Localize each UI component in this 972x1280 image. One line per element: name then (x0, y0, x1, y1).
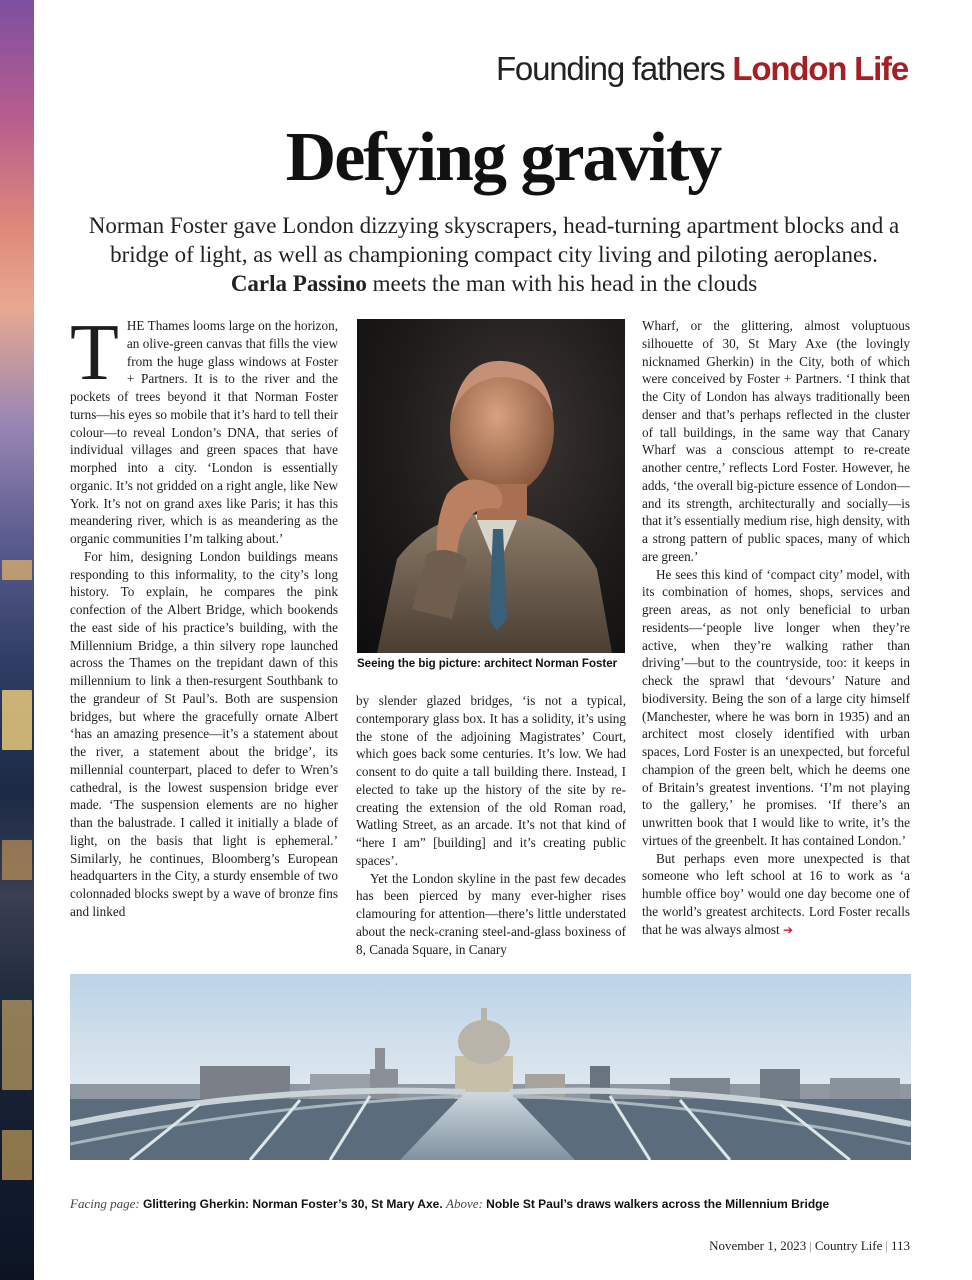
millennium-bridge-photo (70, 974, 911, 1160)
standfirst-text: Norman Foster gave London dizzying skyscrapers, head-turning apartment blocks and a bridge of light, as well as championing compact city living and piloting aeroplanes. (88, 213, 900, 267)
article-paragraph: Wharf, or the glittering, almost voluptuous silhouette of 30, St Mary Axe (the lovingly nicknamed Gherkin) in the City, both of which were conceived by Foster + Partners. ‘I think that the City of London has always traditionally been denser and that’s perhaps reflected in the cluster of tall buildings, in the same way that Canary Wharf was a conscious attempt to re-create another centre,’ reflects Lord Foster. However, he adds, ‘the overall big-picture essence of London—and its strength, architecturally and socially—is that it’s essentially medium rise, high density, with a strong pattern of public spaces, many of which are green.’ (642, 318, 910, 564)
byline-name: Carla Passino (230, 271, 367, 296)
portrait-photo (357, 319, 625, 653)
continue-arrow-icon: ➔ (783, 922, 794, 937)
page-number: 113 (890, 1238, 910, 1253)
issue-date: November 1, 2023 (709, 1238, 807, 1253)
section-kicker (496, 50, 908, 88)
article-column-2 (356, 692, 626, 958)
caption-label-facing-page: Facing page: (70, 1196, 140, 1211)
bottom-caption (70, 1196, 915, 1212)
article-paragraph: by slender glazed bridges, ‘is not a typical, contemporary glass box. It has a solidity, it’s using the stone of the adjoining Magistrates’ Court, which goes back some centuries. It’s low. We had consent to do quite a tall building there. Instead, I elected to take up the history of the site by re-creating the extension of the old Roman road, Watling Street, as an arcade. It’s not that kind of “here I am” [building] and it’s creating public spaces’. (356, 693, 626, 868)
article-paragraph: Yet the London skyline in the past few decades has been pierced by many ever-higher rises clamouring for attention—there’s little understated about the neck-craning steel-and-glass boxiness of 8, Canada Square, in Canary (356, 870, 626, 957)
article-paragraph: THE Thames looms large on the horizon, an olive-green canvas that fills the view from the huge glass windows at Foster + Partners. It is to the river and the pockets of trees beyond it that Norman Foster turns—his eyes so mobile that it’s hard to tell their colour—to reveal London’s DNA, that series of individual villages and green spaces that have morphed into a city. ‘London is essentially organic. It’s not gridded on a right angle, like New York. It’s not on grand axes like Paris; it has this meandering river, which is as meandering as the organic communities I’m talking about.’ (70, 309, 338, 546)
article-column-1 (70, 309, 338, 921)
article-column-3 (642, 317, 910, 939)
kicker-magazine-section: London Life (732, 50, 908, 87)
portrait-caption: Seeing the big picture: architect Norman Foster (357, 658, 618, 670)
headline: Defying gravity (285, 119, 721, 196)
article-paragraph: For him, designing London buildings means responding to this informality, to the city’s long history. To explain, he compares the pink confection of the Albert Bridge, which bookends the east side of his practice’s building, with the Millennium Bridge, a thin silvery rope launched across the Thames on the trepidant dawn of this millennium to link a then-resurgent Southbank to the grandeur of St Paul’s. Both are suspension bridges, but where the gracefully ornate Albert ‘has an amazing presence—it’s a statement about the river, a statement about the bridge’, its millennial counterpart, placed to defer to Wren’s cathedral, is the lowest suspension bridge ever made. ‘The suspension elements are no higher than the balustrade. I called it initially a blade of light, on the basis that light is ephemeral.’ Similarly, he continues, Bloomberg’s European headquarters in the City, a sturdy ensemble of two colonnaded blocks swept by a wave of bronze fins and linked (70, 548, 338, 919)
drop-cap: T (70, 309, 119, 397)
page-footer: November 1, 2023 | Country Life | 113 (709, 1238, 910, 1253)
article-paragraph: But perhaps even more unexpected is that someone who left school at 16 to work as ‘a humble office boy’ would one day become one of the world’s greatest architects. Lord Foster recalls that he was always almost ➔ (642, 850, 910, 937)
millennium-bridge-illustration (70, 974, 911, 1160)
publication-name: Country Life (814, 1238, 883, 1253)
caption-text-facing-page: Glittering Gherkin: Norman Foster’s 30, St Mary Axe. (143, 1197, 443, 1211)
article-paragraph: He sees this kind of ‘compact city’ model, with its combination of homes, shops, services and green areas, as not only beneficial to urban residents—‘people live longer when they’re active, when they’re walking rather than driving’—but to the countryside, too: it keeps in check the sprawl that ‘devours’ Nature and biodiversity. Being the son of a large city himself (Manchester, where he was born in 1935) and an architect most closely identified with urban spaces, Lord Foster is an unexpected, but forceful champion of the green belt, which he deems one of Britain’s greatest inventions. ‘I’m not playing to the gallery,’ he promises. ‘If there’s an unwritten book that I would like to write, it’s the virtues of the greenbelt. It has contained London.’ (642, 566, 910, 848)
portrait-illustration (357, 319, 625, 653)
byline-rest: meets the man with his head in the clouds (372, 271, 758, 296)
facing-page-photo-edge (0, 0, 34, 1280)
kicker-section: Founding fathers (495, 50, 725, 87)
caption-label-above: Above: (446, 1196, 483, 1211)
caption-text-above: Noble St Paul’s draws walkers across the Millennium Bridge (486, 1197, 830, 1211)
standfirst (80, 211, 908, 298)
